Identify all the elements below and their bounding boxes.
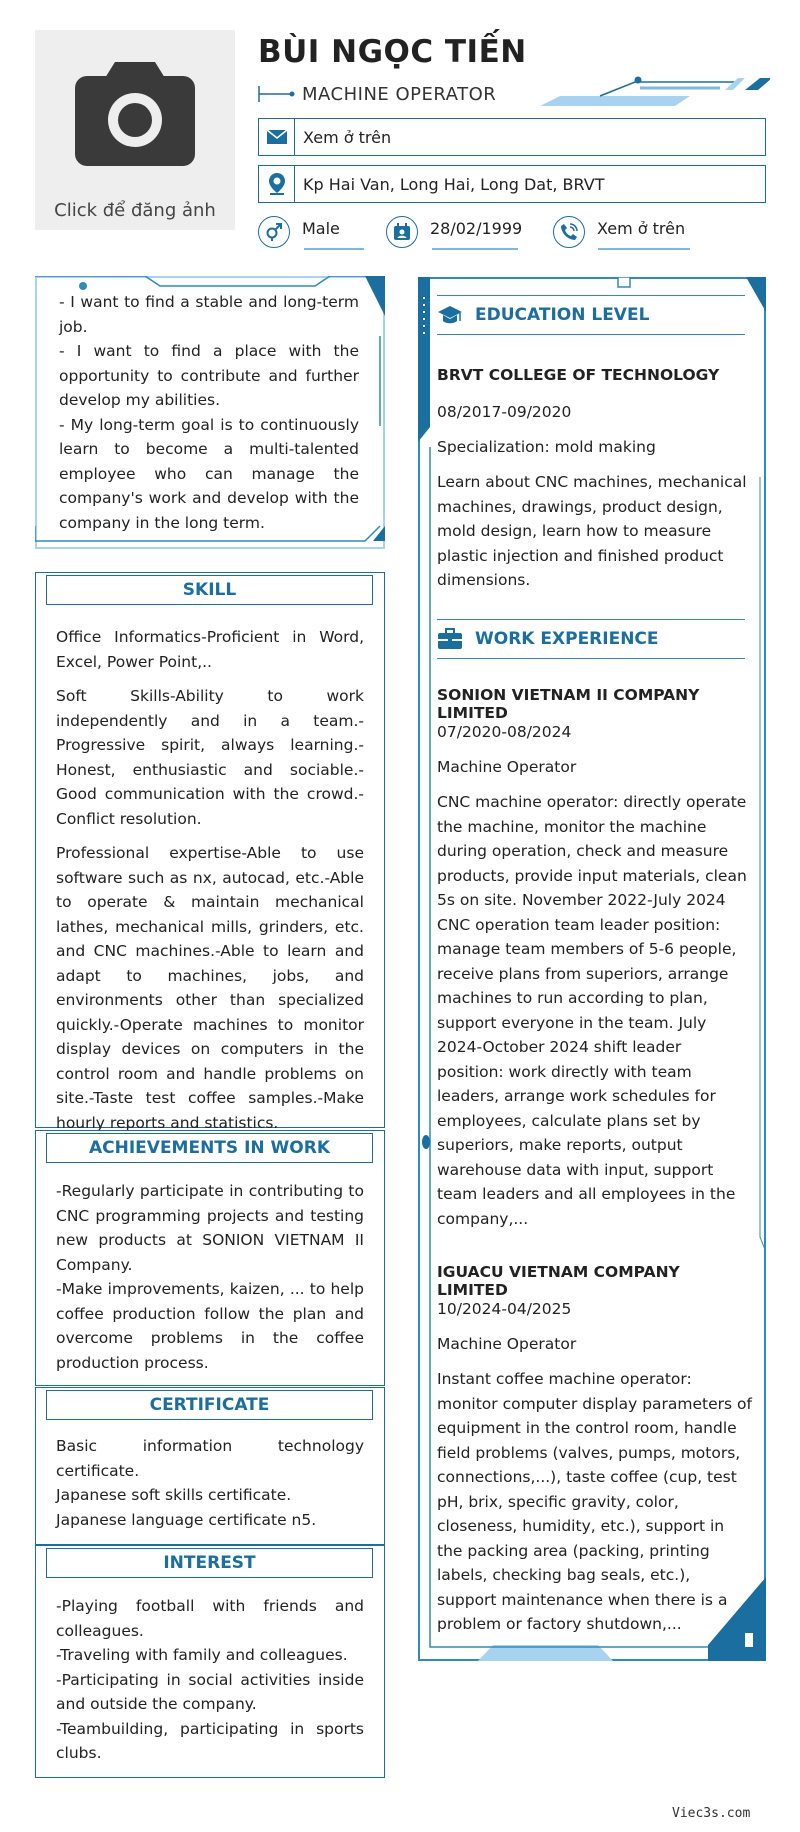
envelope-icon: [259, 119, 295, 155]
gender-value: Male: [302, 218, 340, 238]
graduation-cap-icon: [437, 304, 463, 326]
achievements-section: [35, 1130, 385, 1386]
interest-title: INTEREST: [46, 1548, 373, 1578]
interest-body: [56, 1594, 364, 1766]
job-period: 07/2020-08/2024: [437, 723, 572, 741]
job-position: Machine Operator: [437, 758, 577, 776]
certificate-line: Japanese soft skills certificate.: [56, 1486, 292, 1504]
photo-caption: Click để đăng ảnh: [54, 200, 216, 221]
address-field: [258, 165, 766, 203]
education-title: EDUCATION LEVEL: [475, 305, 650, 325]
certificate-title: CERTIFICATE: [46, 1390, 373, 1420]
job-period: 10/2024-04/2025: [437, 1300, 572, 1318]
job-position: Machine Operator: [437, 1335, 577, 1353]
profile-photo-placeholder[interactable]: [35, 30, 235, 230]
experience-header: [437, 619, 745, 659]
achievements-body: [56, 1179, 364, 1375]
objective-line: - I want to find a place with the opportunity to contribute and further develop my abilities.: [59, 342, 359, 409]
skill-body: [56, 625, 364, 1145]
skill-paragraph: Soft Skills-Ability to work independently and in a team.-Progressive spirit, always learning.-Honest, enthusiastic and sociable.-Good communication with the crowd.-Conflict resolution.: [56, 687, 364, 828]
email-value: Xem ở trên: [303, 127, 392, 147]
career-objective-box: [35, 276, 385, 549]
education-period: 08/2017-09/2020: [437, 403, 572, 421]
birthday-underline: [432, 248, 518, 250]
certificate-section: [35, 1387, 385, 1545]
gender-icon: [258, 216, 290, 248]
interest-section: [35, 1545, 385, 1778]
objective-text: [59, 290, 359, 535]
interest-line: -Traveling with family and colleagues.: [56, 1646, 348, 1664]
achievement-line: -Make improvements, kaizen, ... to help coffee production follow the plan and overcome problems in the coffee production process.: [56, 1280, 364, 1372]
location-pin-icon: [259, 166, 295, 202]
objective-line: - My long-term goal is to continuously learn to become a multi-talented employee who can manage the company's work and develop with the company in the long term.: [59, 415, 359, 532]
phone-value: Xem ở trên: [597, 218, 686, 238]
gender-item: [258, 212, 340, 252]
education-major: Specialization: mold making: [437, 438, 656, 456]
skill-paragraph: Professional expertise-Able to use software such as nx, autocad, etc.-Able to operate & maintain mechanical lathes, mechanical mills, grinders, etc. and CNC machines.-Able to learn and adapt to machines, jobs, and environments other than specialized quickly.-Operate machines to monitor display devices on computers in the control room and handle problems on site.-Taste test coffee samples.-Make hourly reports and statistics.: [56, 844, 364, 1132]
candidate-name: BÙI NGỌC TIẾN: [258, 34, 527, 70]
birthday-value: 28/02/1999: [430, 218, 523, 238]
title-connector-decoration: [258, 84, 298, 104]
job-description: CNC machine operator: directly operate the machine, monitor the machine during operation, check and measure products, provide input materials, clean 5s on site. November 2022-July 2024 CNC operation team leader position: manage team members of 5-6 people, receive plans from superiors, arrange machines to run according to plan, support everyone in the team. July 2024-October 2024 shift leader position: work directly with team leaders, arrange work schedules for employees, calculate plans set by superiors, make reports, output warehouse data with input, support team leaders and all employees in the company,...: [437, 793, 747, 1228]
job-company: IGUACU VIETNAM COMPANY LIMITED: [437, 1263, 680, 1299]
achievements-title: ACHIEVEMENTS IN WORK: [46, 1133, 373, 1163]
address-value: Kp Hai Van, Long Hai, Long Dat, BRVT: [303, 174, 605, 194]
job-title: MACHINE OPERATOR: [302, 84, 497, 105]
header-circuit-decoration: [540, 72, 770, 114]
gender-underline: [304, 248, 364, 250]
phone-item: [553, 212, 685, 252]
job-company: SONION VIETNAM II COMPANY LIMITED: [437, 686, 700, 722]
achievement-line: -Regularly participate in contributing to CNC programming projects and testing new products at SONION VIETNAM II Company.: [56, 1182, 364, 1274]
experience-title: WORK EXPERIENCE: [475, 629, 659, 649]
skill-title: SKILL: [46, 575, 373, 605]
interest-line: -Teambuilding, participating in sports clubs.: [56, 1719, 364, 1762]
education-school: BRVT COLLEGE OF TECHNOLOGY: [437, 366, 720, 384]
job-description: Instant coffee machine operator: monitor computer display parameters of equipment in the control room, handle field problems (valves, pumps, motors, connections,...), taste coffee (cup, test pH, brix, specific gravity, color, closeness, humidity, etc.), support in the packing area (packing, printing labels, checking bag seals, etc.), support maintenance when there is a problem or factory shutdown,...: [437, 1370, 752, 1633]
skill-paragraph: Office Informatics-Proficient in Word, Excel, Power Point,..: [56, 628, 364, 671]
calendar-user-icon: [386, 216, 418, 248]
phone-icon: [553, 216, 585, 248]
phone-underline: [598, 248, 690, 250]
education-description: Learn about CNC machines, mechanical machines, drawings, product design, mold design, learn how to measure plastic injection and finished product dimensions.: [437, 473, 747, 589]
interest-line: -Playing football with friends and colleagues.: [56, 1597, 364, 1640]
certificate-body: [56, 1434, 364, 1532]
camera-icon: [75, 62, 195, 166]
certificate-line: Basic information technology certificate.: [56, 1437, 364, 1480]
interest-line: -Participating in social activities inside and outside the company.: [56, 1670, 364, 1713]
skill-section: [35, 572, 385, 1132]
email-field: [258, 118, 766, 156]
certificate-line: Japanese language certificate n5.: [56, 1510, 317, 1529]
footer-watermark: Viec3s.com: [672, 1806, 751, 1821]
education-header: [437, 295, 745, 335]
objective-line: - I want to find a stable and long-term job.: [59, 293, 359, 336]
birthday-item: [386, 212, 522, 252]
briefcase-icon: [437, 628, 463, 650]
